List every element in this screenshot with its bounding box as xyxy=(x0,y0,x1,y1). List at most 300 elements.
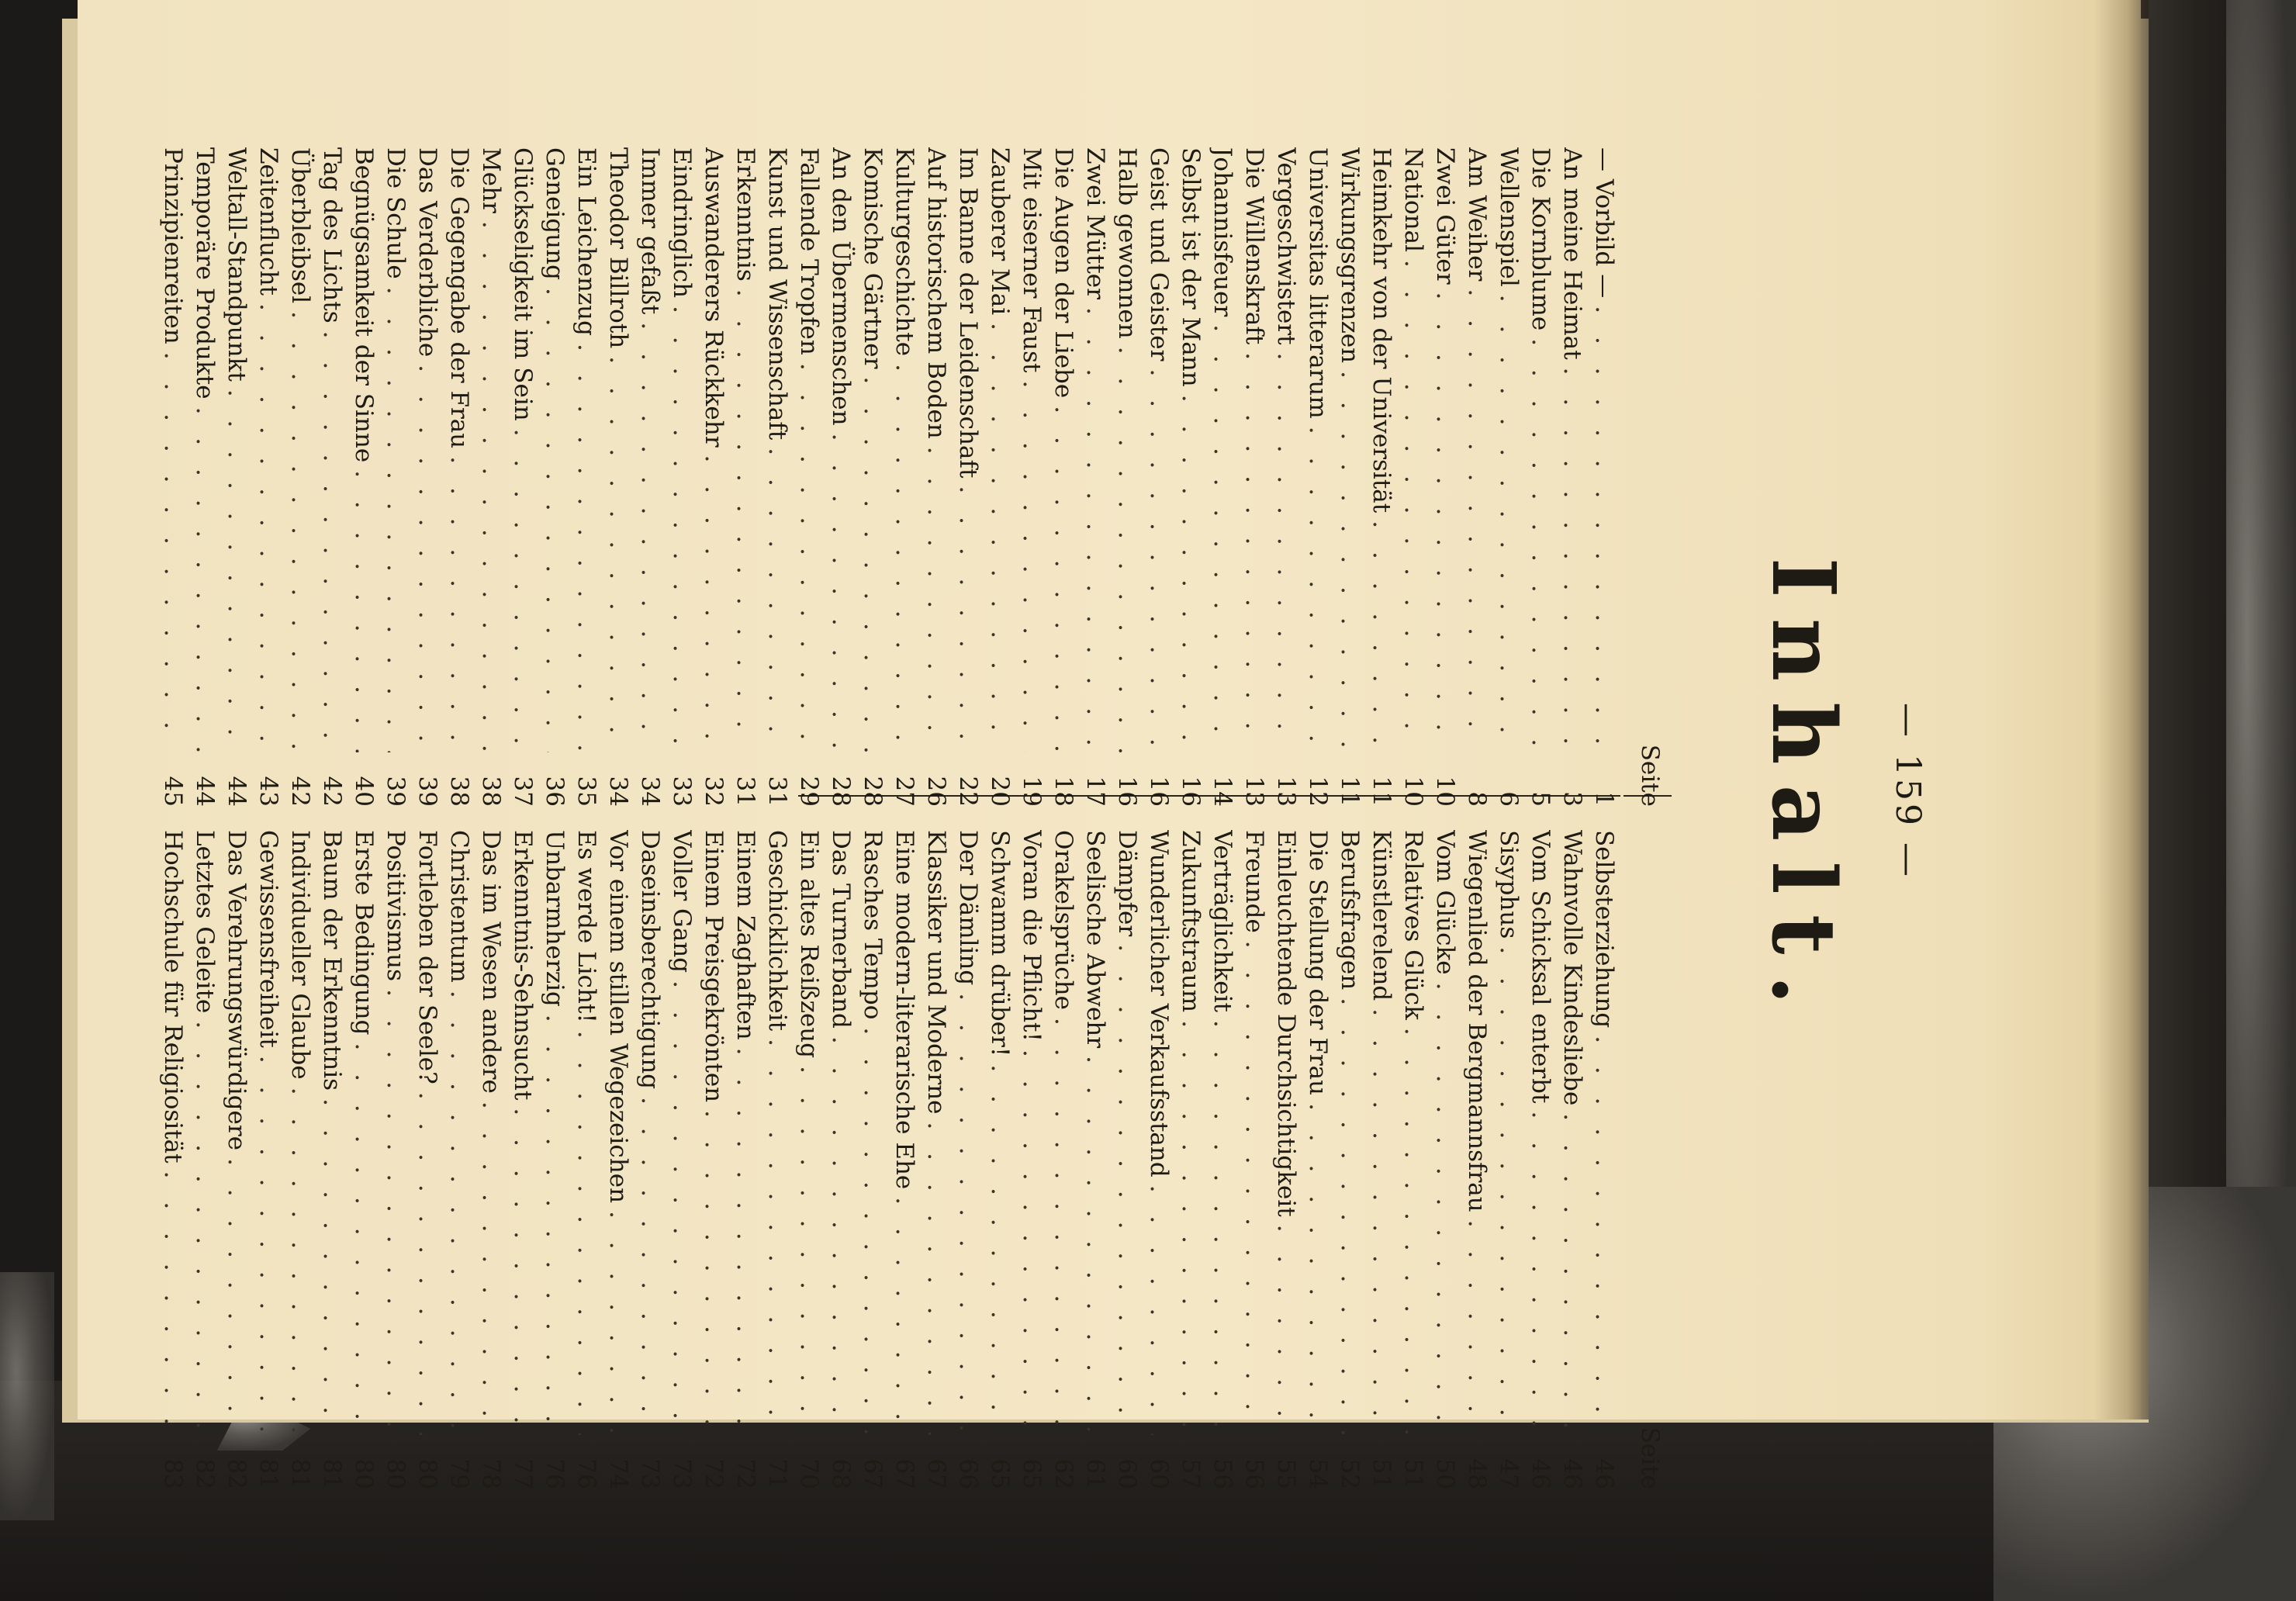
toc-entry-title: Der Dämling xyxy=(954,830,983,986)
toc-entry-title: Berufsfragen xyxy=(1336,830,1364,991)
toc-entry-page: 12 xyxy=(1304,776,1333,807)
toc-entry-page: 80 xyxy=(413,1458,442,1489)
toc-entry-title: Vom Schicksal enterbt xyxy=(1527,830,1555,1104)
leader-dots xyxy=(828,426,856,752)
toc-entry-page: 29 xyxy=(795,776,824,807)
toc-entry xyxy=(412,147,444,807)
toc-entry-title: Eindringlich xyxy=(668,147,697,299)
toc-entry-page: 67 xyxy=(859,1458,887,1489)
toc-entry-page: 26 xyxy=(922,776,951,807)
toc-entry xyxy=(1271,830,1302,1489)
toc-entry xyxy=(1589,830,1620,1489)
leader-dots xyxy=(287,303,315,752)
toc-entry-page: 16 xyxy=(1113,776,1142,807)
leader-dots xyxy=(1050,1010,1078,1435)
toc-entry-title: Universitas litterarum xyxy=(1304,147,1333,419)
toc-entry-title: Temporäre Produkte xyxy=(191,147,220,399)
toc-entry-title: Fortleben der Seele? xyxy=(413,830,442,1084)
toc-entry xyxy=(1016,830,1048,1489)
leader-dots xyxy=(859,368,887,752)
page-number: — 159 — xyxy=(1888,703,1928,880)
toc-entry-title: Auf historischem Boden xyxy=(922,147,951,439)
leader-dots xyxy=(955,985,983,1435)
toc-entry xyxy=(1398,830,1430,1489)
toc-entry xyxy=(157,830,189,1489)
toc-entry xyxy=(953,830,984,1489)
toc-entry-page: 10 xyxy=(1431,776,1460,807)
toc-entry-title: Die Kornblume xyxy=(1527,147,1555,331)
toc-entry-page: 20 xyxy=(986,776,1015,807)
toc-entry-page: 65 xyxy=(986,1458,1015,1489)
toc-entry xyxy=(635,147,666,807)
toc-entry-title: Glückseligkeit im Sein xyxy=(509,147,538,421)
toc-entry-title: Orakelsprüche xyxy=(1049,830,1078,1010)
toc-entry-title: Das Verderbliche xyxy=(413,147,442,358)
toc-entry-title: Gewissensfreiheit xyxy=(254,830,283,1048)
toc-entry-title: Im Banne der Leidenschaft xyxy=(954,147,983,479)
toc-entry-title: Seelische Abwehr xyxy=(1081,830,1110,1049)
toc-entry-page: 42 xyxy=(286,776,315,807)
leader-dots xyxy=(192,399,220,752)
toc-entry-page: 13 xyxy=(1240,776,1269,807)
leader-dots xyxy=(1177,387,1205,752)
leader-dots xyxy=(1336,990,1364,1435)
toc-entry xyxy=(1016,147,1048,807)
toc-entry-page: 76 xyxy=(572,1458,601,1489)
leader-dots xyxy=(1177,1012,1205,1435)
leader-dots xyxy=(351,462,379,752)
toc-entry-page: 37 xyxy=(509,776,538,807)
toc-entry xyxy=(794,147,825,807)
toc-entry-title: Letztes Geleite xyxy=(191,830,220,1014)
toc-entry-page: 11 xyxy=(1368,776,1396,807)
toc-entry-title: An meine Heimat xyxy=(1558,147,1587,360)
toc-entry-title: Ein Leichenzug xyxy=(572,147,601,336)
toc-entry-title: Am Weiher xyxy=(1463,147,1492,282)
toc-entry-page: 81 xyxy=(286,1458,315,1489)
toc-entry xyxy=(857,830,889,1489)
toc-entry-page: 82 xyxy=(223,1458,251,1489)
leader-dots xyxy=(255,296,283,752)
leader-dots xyxy=(1591,298,1619,752)
toc-entry xyxy=(157,147,189,807)
leader-dots xyxy=(1559,360,1587,752)
toc-entry-page: 19 xyxy=(1018,776,1046,807)
toc-entry-page: 43 xyxy=(254,776,283,807)
toc-entry-page: 82 xyxy=(191,1458,220,1489)
toc-entry-page: 70 xyxy=(795,1458,824,1489)
toc-entry xyxy=(1557,830,1589,1489)
toc-entry-page: 44 xyxy=(191,776,220,807)
toc-entry xyxy=(1461,147,1493,807)
leader-dots xyxy=(732,1040,760,1435)
toc-entry-title: Auswanderers Rückkehr xyxy=(700,147,728,448)
toc-entry xyxy=(666,147,698,807)
toc-entry xyxy=(698,830,730,1489)
leader-dots xyxy=(732,282,760,752)
toc-entry-title: Die Stellung der Frau xyxy=(1304,830,1333,1096)
toc-entry-title: Geschicklichkeit xyxy=(763,830,792,1032)
toc-entry-page: 42 xyxy=(318,776,347,807)
toc-entry xyxy=(189,147,221,807)
toc-entry-title: Kulturgeschichte xyxy=(890,147,919,357)
toc-entry xyxy=(1207,830,1239,1489)
leader-dots xyxy=(796,1058,824,1435)
leader-dots xyxy=(1527,1103,1555,1435)
toc-entry-title: Vom Glücke xyxy=(1431,830,1460,975)
leader-dots xyxy=(414,357,442,752)
toc-entry-title: Das Turnerband xyxy=(827,830,856,1029)
toc-entry-page: 33 xyxy=(668,776,697,807)
column-header-right: Seite xyxy=(1636,1426,1664,1489)
toc-entry xyxy=(539,830,571,1489)
toc-entry-page: 34 xyxy=(604,776,633,807)
toc-entry xyxy=(571,147,603,807)
toc-entry xyxy=(1239,147,1271,807)
toc-entry-title: Erkenntnis-Sehnsucht xyxy=(509,830,538,1101)
leader-dots xyxy=(891,356,919,752)
leader-dots xyxy=(1082,299,1110,752)
leader-dots xyxy=(573,336,601,752)
toc-entry-title: Schwamm drüber! xyxy=(986,830,1015,1057)
leader-dots xyxy=(1241,344,1269,752)
toc-entry-page: 14 xyxy=(1209,776,1237,807)
leader-dots xyxy=(1432,975,1460,1435)
toc-entry-page: 76 xyxy=(541,1458,569,1489)
leader-dots xyxy=(1368,1001,1396,1435)
leader-dots xyxy=(541,280,569,752)
toc-entry-page: 5 xyxy=(1527,791,1555,807)
toc-entry-page: 81 xyxy=(254,1458,283,1489)
toc-entry xyxy=(1430,147,1461,807)
leader-dots xyxy=(1018,1042,1046,1435)
toc-entry-page: 79 xyxy=(445,1458,474,1489)
toc-entry-page: 51 xyxy=(1399,1458,1428,1489)
page-title: Inhalt. xyxy=(1752,557,1854,1025)
toc-entry xyxy=(1366,147,1398,807)
toc-entry xyxy=(1112,147,1143,807)
toc-entry-page: 68 xyxy=(827,1458,856,1489)
toc-entry-title: Künstlerelend xyxy=(1368,830,1396,1001)
toc-entry-title: Tag des Lichts xyxy=(318,147,347,323)
toc-entry xyxy=(730,830,762,1489)
leader-dots xyxy=(1273,345,1301,752)
toc-entry-title: Selbst ist der Mann xyxy=(1177,147,1205,387)
leader-dots xyxy=(287,1080,315,1435)
toc-entry-page: 72 xyxy=(700,1458,728,1489)
leader-dots xyxy=(637,314,665,752)
toc-entry-page: 78 xyxy=(477,1458,506,1489)
toc-entry xyxy=(348,830,380,1489)
toc-entry-page: 60 xyxy=(1145,1458,1174,1489)
toc-entry-title: Christentum xyxy=(445,830,474,983)
toc-entry-page: 72 xyxy=(731,1458,760,1489)
page-gutter-shadow xyxy=(2094,0,2149,1419)
toc-entry xyxy=(380,830,412,1489)
leader-dots xyxy=(478,1094,506,1435)
toc-entry-page: 46 xyxy=(1590,1458,1619,1489)
toc-entry xyxy=(1557,147,1589,807)
toc-entry-page: 10 xyxy=(1399,776,1428,807)
toc-entry-page: 48 xyxy=(1463,1458,1492,1489)
toc-entry xyxy=(698,147,730,807)
toc-entry xyxy=(921,830,953,1489)
toc-entry-title: Geneigung xyxy=(541,147,569,280)
toc-entry-page: 62 xyxy=(1049,1458,1078,1489)
toc-entry xyxy=(1112,830,1143,1489)
leader-dots xyxy=(192,1013,220,1435)
toc-entry-title: Positivismus xyxy=(382,830,410,982)
toc-entry xyxy=(1430,830,1461,1489)
toc-entry-title: Zwei Mütter xyxy=(1081,147,1110,299)
toc-entry-page: 56 xyxy=(1209,1458,1237,1489)
leader-dots xyxy=(828,1029,856,1435)
leader-dots xyxy=(1273,1217,1301,1435)
leader-dots xyxy=(223,382,251,752)
toc-entry xyxy=(603,147,635,807)
toc-entry xyxy=(1080,147,1112,807)
toc-entry-page: 67 xyxy=(890,1458,919,1489)
leader-dots xyxy=(1464,281,1492,752)
toc-entry-title: Voller Gang xyxy=(668,830,697,973)
toc-entry xyxy=(1143,147,1175,807)
toc-entry xyxy=(730,147,762,807)
toc-entry-title: Einleuchtende Durchsichtigkeit xyxy=(1272,830,1301,1217)
toc-entry-page: 56 xyxy=(1240,1458,1269,1489)
toc-entry xyxy=(984,147,1016,807)
toc-entry-title: Unbarmherzig xyxy=(541,830,569,1007)
toc-entry-page: 11 xyxy=(1336,776,1364,807)
toc-entry-title: Wiegenlied der Bergmannsfrau xyxy=(1463,830,1492,1212)
toc-entry-title: Geist und Geister xyxy=(1145,147,1174,361)
toc-entry-page: 83 xyxy=(159,1458,188,1489)
toc-entry-title: Überbleibsel xyxy=(286,147,315,304)
toc-entry xyxy=(571,830,603,1489)
toc-entry-page: 36 xyxy=(541,776,569,807)
toc-entry xyxy=(1525,147,1557,807)
toc-entry-page: 46 xyxy=(1527,1458,1555,1489)
toc-entry-title: Begnügsamkeit der Sinne xyxy=(350,147,379,463)
toc-entry-page: 31 xyxy=(731,776,760,807)
toc-entry-title: Individueller Glaube xyxy=(286,830,315,1080)
toc-entry-title: Baum der Erkenntnis xyxy=(318,830,347,1091)
leader-dots xyxy=(637,1089,665,1435)
toc-entry xyxy=(475,147,507,807)
toc-entry xyxy=(1461,830,1493,1489)
leader-dots xyxy=(351,1035,379,1435)
toc-entry-page: 32 xyxy=(700,776,728,807)
toc-list-left xyxy=(157,147,1620,807)
toc-entry xyxy=(348,147,380,807)
toc-entry-page: 44 xyxy=(223,776,251,807)
leader-dots xyxy=(1496,287,1523,752)
toc-entry xyxy=(1589,147,1620,807)
toc-entry-title: Das Verehrungswürdigere xyxy=(223,830,251,1151)
leader-dots xyxy=(1591,1028,1619,1435)
toc-entry-title: Voran die Pflicht! xyxy=(1018,830,1046,1042)
toc-entry-title: Verträglichkeit xyxy=(1209,830,1237,1012)
toc-entry-page: 18 xyxy=(1049,776,1078,807)
leader-dots xyxy=(700,448,728,752)
leader-dots xyxy=(319,1091,347,1435)
toc-entry-title: Vergeschwistert xyxy=(1272,147,1301,345)
toc-entry xyxy=(1366,830,1398,1489)
toc-entry-title: Vor einem stillen Wegezeichen xyxy=(604,830,633,1204)
toc-entry-page: 6 xyxy=(1495,791,1523,807)
toc-entry xyxy=(475,830,507,1489)
toc-entry-title: Einem Preisgekrönten xyxy=(700,830,728,1103)
table-of-contents xyxy=(144,93,1928,1489)
toc-entry xyxy=(603,830,635,1489)
toc-entry xyxy=(285,147,316,807)
toc-entry-title: Wahnvolle Kindesliebe xyxy=(1558,830,1587,1106)
toc-entry-title: Wirkungsgrenzen xyxy=(1336,147,1364,364)
leader-dots xyxy=(1368,513,1396,752)
toc-entry-title: Das im Wesen andere xyxy=(477,830,506,1094)
leader-dots xyxy=(605,348,633,752)
toc-entry-title: Halb gewonnen xyxy=(1113,147,1142,339)
toc-entry xyxy=(1334,147,1366,807)
toc-entry xyxy=(1048,830,1080,1489)
toc-entry-page: 39 xyxy=(382,776,410,807)
leader-dots xyxy=(1336,363,1364,752)
toc-entry xyxy=(221,830,253,1489)
leader-dots xyxy=(1400,252,1428,752)
toc-entry-title: Erkenntnis xyxy=(731,147,760,282)
toc-entry-title: Prinzipienreiten xyxy=(159,147,188,344)
toc-entry-page: 31 xyxy=(763,776,792,807)
toc-entry-page: 47 xyxy=(1495,1458,1523,1489)
toc-entry-title: Komische Gärtner xyxy=(859,147,887,369)
leader-dots xyxy=(573,1023,601,1435)
leader-dots xyxy=(700,1102,728,1435)
toc-entry-page: 51 xyxy=(1368,1458,1396,1489)
toc-entry-page: 71 xyxy=(763,1458,792,1489)
leader-dots xyxy=(764,440,792,752)
toc-entry-page: 81 xyxy=(318,1458,347,1489)
toc-entry xyxy=(889,147,921,807)
toc-entry-page: 55 xyxy=(1272,1458,1301,1489)
toc-entry-title: Wellenspiel xyxy=(1495,147,1523,287)
toc-entry-title: National xyxy=(1399,147,1428,253)
leader-dots xyxy=(541,1007,569,1435)
leader-dots xyxy=(859,1019,887,1435)
toc-entry-title: Die Schule xyxy=(382,147,410,279)
leader-dots xyxy=(764,1031,792,1435)
column-header-left: Seite xyxy=(1636,744,1664,807)
toc-entry xyxy=(380,147,412,807)
toc-entry-page: 45 xyxy=(159,776,188,807)
toc-entry-title: Die Gegengabe der Frau xyxy=(445,147,474,449)
toc-entry xyxy=(444,830,475,1489)
toc-entry-title: Die Augen der Liebe xyxy=(1049,147,1078,399)
leader-dots xyxy=(1114,936,1142,1435)
toc-entry-page: 80 xyxy=(382,1458,410,1489)
toc-entry-title: Zauberer Mai xyxy=(986,147,1015,316)
toc-entry-title: Einem Zaghaften xyxy=(731,830,760,1040)
toc-entry-title: Hochschule für Religiosität xyxy=(159,830,188,1164)
leader-dots xyxy=(605,1203,633,1435)
leader-dots xyxy=(319,323,347,752)
toc-entry-title: Mehr xyxy=(477,147,506,213)
toc-entry-page: 27 xyxy=(890,776,919,807)
toc-entry-title: Zukunftstraum xyxy=(1177,830,1205,1013)
toc-entry xyxy=(1207,147,1239,807)
toc-entry xyxy=(444,147,475,807)
toc-entry-page: 39 xyxy=(413,776,442,807)
toc-entry-page: 38 xyxy=(477,776,506,807)
toc-entry xyxy=(984,830,1016,1489)
toc-entry-title: Relatives Glück xyxy=(1399,830,1428,1020)
toc-entry xyxy=(921,147,953,807)
toc-entry xyxy=(1048,147,1080,807)
leader-dots xyxy=(1241,933,1269,1435)
toc-entry-page: 67 xyxy=(922,1458,951,1489)
leader-dots xyxy=(382,981,410,1435)
leader-dots xyxy=(160,344,188,752)
toc-entry-page: 46 xyxy=(1558,1458,1587,1489)
leader-dots xyxy=(955,478,983,752)
leader-dots xyxy=(1432,285,1460,752)
leader-dots xyxy=(510,421,538,752)
toc-entry xyxy=(1239,830,1271,1489)
toc-entry-page: 50 xyxy=(1431,1458,1460,1489)
toc-entry-title: Zwei Güter xyxy=(1431,147,1460,285)
toc-entry-page: 57 xyxy=(1177,1458,1205,1489)
toc-entry xyxy=(1271,147,1302,807)
toc-entry-title: Weltall-Standpunkt xyxy=(223,147,251,382)
toc-entry-page: 22 xyxy=(954,776,983,807)
leader-dots xyxy=(1146,361,1174,752)
toc-entry-page: 28 xyxy=(859,776,887,807)
toc-entry-title: Klassiker und Moderne xyxy=(922,830,951,1115)
toc-entry xyxy=(1334,830,1366,1489)
toc-entry xyxy=(189,830,221,1489)
toc-entry-title: Mit eiserner Faust xyxy=(1018,147,1046,373)
toc-entry-page: 54 xyxy=(1304,1458,1333,1489)
leader-dots xyxy=(414,1084,442,1435)
toc-entry xyxy=(1143,830,1175,1489)
leader-dots xyxy=(255,1048,283,1435)
toc-entry-title: Daseinsberechtigung xyxy=(636,830,665,1090)
toc-entry xyxy=(857,147,889,807)
toc-entry-title: Fallende Tropfen xyxy=(795,147,824,355)
leader-dots xyxy=(1209,1012,1237,1435)
leader-dots xyxy=(510,1100,538,1435)
toc-entry xyxy=(539,147,571,807)
toc-entry-page: 28 xyxy=(827,776,856,807)
toc-entry-page: 61 xyxy=(1081,1458,1110,1489)
toc-entry-page: 1 xyxy=(1590,791,1619,807)
toc-entry-title: Selbsterziehung xyxy=(1590,830,1619,1029)
toc-entry-page: 35 xyxy=(572,776,601,807)
toc-entry-title: Ein altes Reißzeug xyxy=(795,830,824,1059)
toc-entry-page: 8 xyxy=(1463,791,1492,807)
leader-dots xyxy=(446,448,474,752)
toc-entry xyxy=(762,147,794,807)
toc-entry-page: 66 xyxy=(954,1458,983,1489)
toc-entry-page: 38 xyxy=(445,776,474,807)
toc-entry-title: Freunde xyxy=(1240,830,1269,933)
toc-entry xyxy=(1493,147,1525,807)
marbled-cover-left xyxy=(0,1272,54,1520)
toc-entry-title: Es werde Licht! xyxy=(572,830,601,1023)
toc-entry-page: 52 xyxy=(1336,1458,1364,1489)
toc-entry-title: Eine modern-literarische Ehe xyxy=(890,830,919,1190)
toc-entry xyxy=(794,830,825,1489)
toc-entry xyxy=(889,830,921,1489)
toc-entry-page: 73 xyxy=(636,1458,665,1489)
